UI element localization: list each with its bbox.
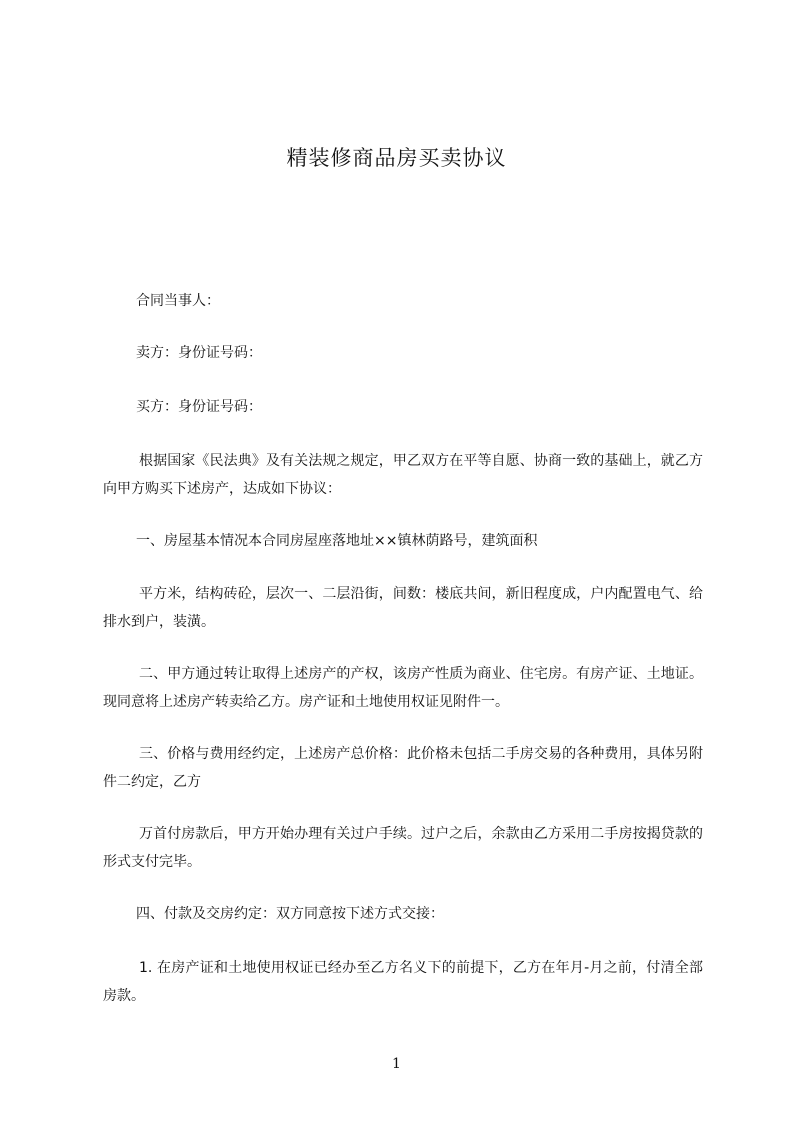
paragraph-clause-1: 一、房屋基本情况本合同房屋座落地址××镇林荫路号，建筑面积 [136, 533, 538, 549]
page-number: 1 [392, 1056, 401, 1072]
paragraph-buyer: 买方：身份证号码： [136, 399, 262, 415]
paragraph-clause-3: 三、价格与费用经约定，上述房产总价格：此价格未包括二手房交易的各种费用，具体另附件二约定，乙方 [103, 746, 703, 790]
paragraph-preamble: 根据国家《民法典》及有关法规之规定，甲乙双方在平等自愿、协商一致的基础上，就乙方向甲方购买下述房产，达成如下协议： [103, 453, 703, 497]
paragraph-parties: 合同当事人： [136, 293, 220, 309]
paragraph-clause-4-item-1: 1. 在房产证和土地使用权证已经办至乙方名义下的前提下，乙方在年月-月之前，付清全部房款。 [103, 960, 703, 1004]
paragraph-clause-1-continued: 平方米，结构砖砼，层次一、二层沿街，间数：楼底共间，新旧程度成，户内配置电气、给排水到户，装潢。 [103, 586, 703, 630]
paragraph-seller: 卖方：身份证号码： [136, 345, 262, 361]
paragraph-clause-3-continued: 万首付房款后，甲方开始办理有关过户手续。过户之后，余款由乙方采用二手房按揭贷款的形式支付完毕。 [103, 826, 703, 870]
document-title: 精装修商品房买卖协议 [286, 146, 507, 170]
paragraph-clause-4: 四、付款及交房约定：双方同意按下述方式交接： [136, 906, 444, 922]
paragraph-clause-2: 二、甲方通过转让取得上述房产的产权，该房产性质为商业、住宅房。有房产证、土地证。现同意将上述房产转卖给乙方。房产证和土地使用权证见附件一。 [103, 666, 703, 710]
